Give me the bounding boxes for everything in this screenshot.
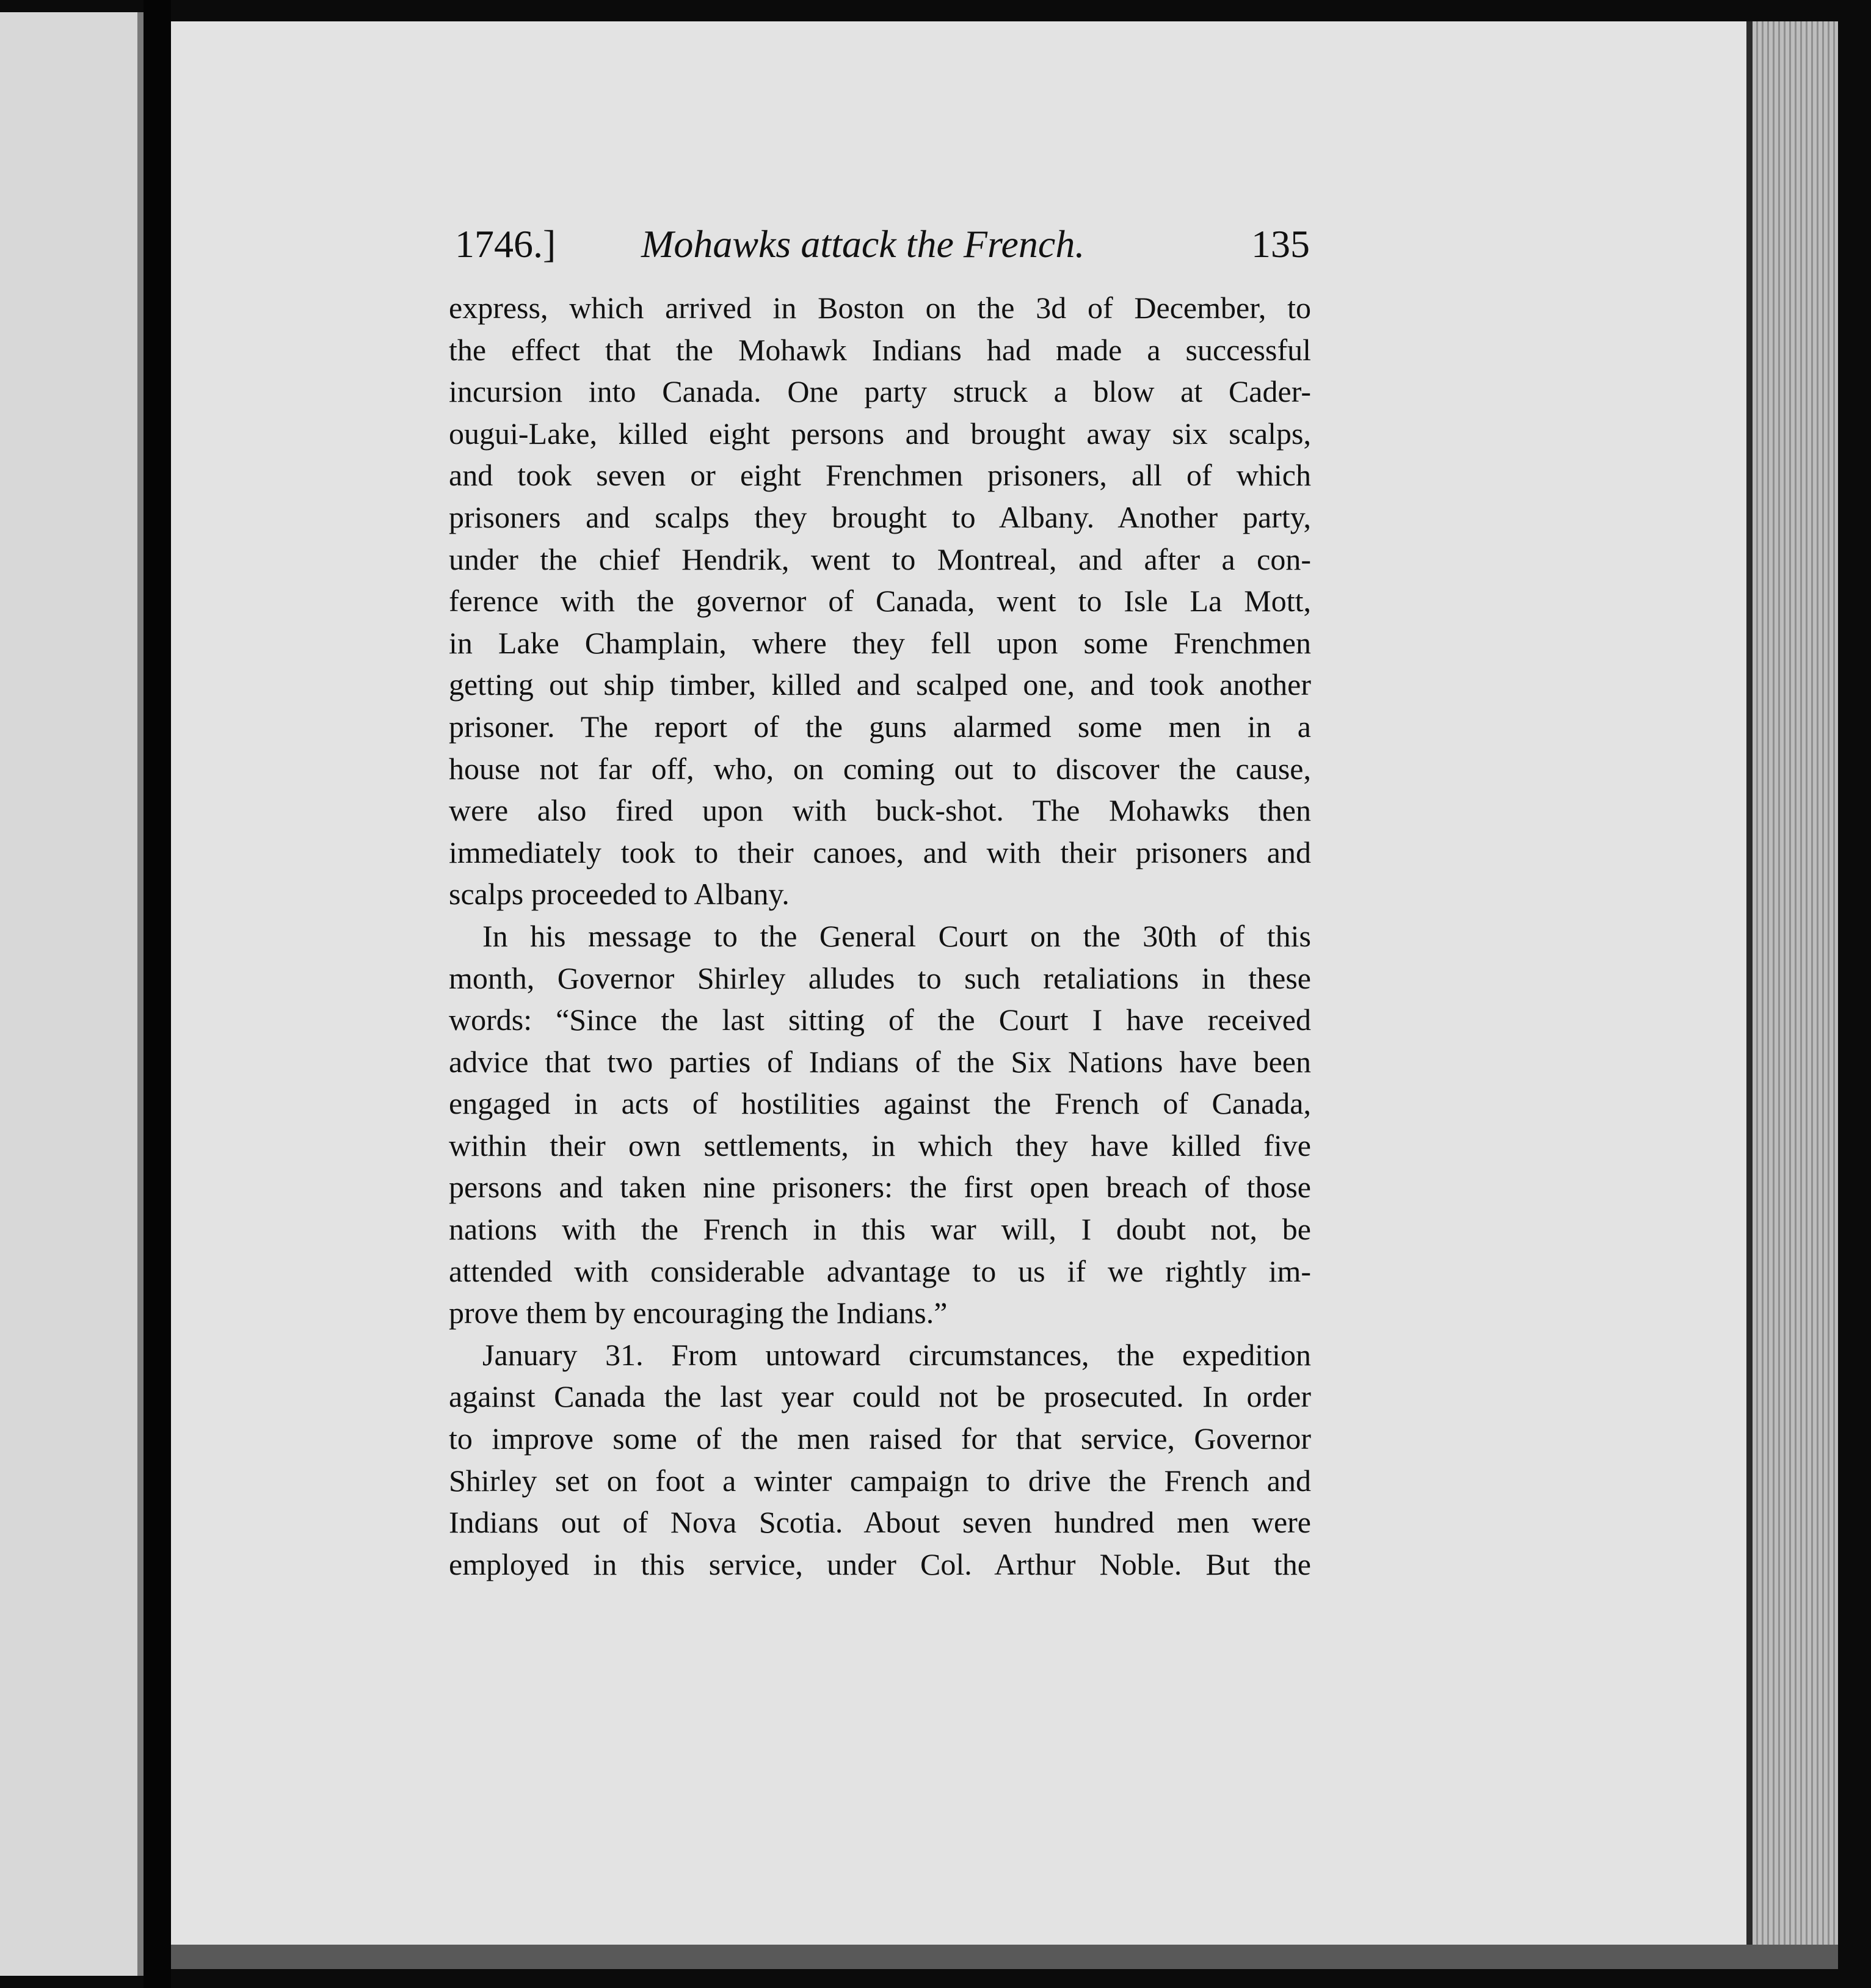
text-line: prove them by encouraging the Indians.”	[449, 1296, 948, 1330]
text-line: attended with considerable advantage to us if we rightly im-	[449, 1253, 1311, 1288]
running-head-year: 1746.]	[455, 222, 556, 266]
text-line: prisoner. The report of the guns alarmed some men in a	[449, 709, 1311, 744]
text-line: Shirley set on foot a winter campaign to drive the French and	[449, 1463, 1311, 1498]
text-line: were also fired upon with buck-shot. The Mohawks then	[449, 793, 1311, 828]
text-line: getting out ship timber, killed and scalped one, and took another	[449, 667, 1311, 702]
page-stack-edge	[1753, 21, 1838, 1945]
body-text	[449, 287, 1311, 1585]
page-number: 135	[1251, 222, 1310, 266]
paragraph-1	[449, 287, 1311, 915]
text-line: to improve some of the men raised for that service, Governor	[449, 1421, 1311, 1456]
text-line: nations with the French in this war will, I doubt not, be	[449, 1212, 1311, 1247]
text-line: month, Governor Shirley alludes to such retaliations in these	[449, 960, 1311, 995]
text-line: in Lake Champlain, where they fell upon some Frenchmen	[449, 625, 1311, 660]
text-line: immediately took to their canoes, and with their prisoners and	[449, 835, 1311, 869]
text-line: Indians out of Nova Scotia. About seven hundred men were	[449, 1505, 1311, 1540]
left-page-edge	[0, 12, 144, 1976]
text-line: ference with the governor of Canada, went to Isle La Mott,	[449, 584, 1311, 619]
text-line: In his message to the General Court on the 30th of this	[482, 918, 1311, 953]
text-line: advice that two parties of Indians of the Six Nations have been	[449, 1044, 1311, 1079]
text-line: words: “Since the last sitting of the Court I have received	[449, 1003, 1311, 1037]
text-line: January 31. From untoward circumstances, the expedition	[482, 1337, 1311, 1372]
paragraph-3	[449, 1334, 1311, 1586]
text-line: under the chief Hendrik, went to Montreal, and after a con-	[449, 542, 1311, 576]
text-line: house not far off, who, on coming out to discover the cause,	[449, 751, 1311, 786]
paragraph-2	[449, 915, 1311, 1334]
text-line: employed in this service, under Col. Arthur Noble. But the	[449, 1547, 1311, 1581]
text-line: scalps proceeded to Albany.	[449, 877, 790, 912]
text-line: prisoners and scalps they brought to Albany. Another party,	[449, 499, 1311, 534]
running-head-title: Mohawks attack the French.	[641, 222, 1085, 266]
text-line: engaged in acts of hostilities against the French of Canada,	[449, 1086, 1311, 1121]
text-line: the effect that the Mohawk Indians had made a successful	[449, 332, 1311, 367]
text-line: within their own settlements, in which they have killed five	[449, 1128, 1311, 1163]
running-head	[455, 217, 1310, 272]
text-line: ougui-Lake, killed eight persons and brought away six scalps,	[449, 416, 1311, 451]
text-line: against Canada the last year could not be prosecuted. In order	[449, 1379, 1311, 1414]
text-line: express, which arrived in Boston on the 3d of December, to	[449, 291, 1311, 325]
book-gutter	[144, 0, 171, 1988]
text-line: incursion into Canada. One party struck a blow at Cader-	[449, 374, 1311, 409]
text-line: persons and taken nine prisoners: the first open breach of those	[449, 1170, 1311, 1205]
text-line: and took seven or eight Frenchmen prisoners, all of which	[449, 458, 1311, 493]
bottom-page-edge	[171, 1945, 1838, 1969]
